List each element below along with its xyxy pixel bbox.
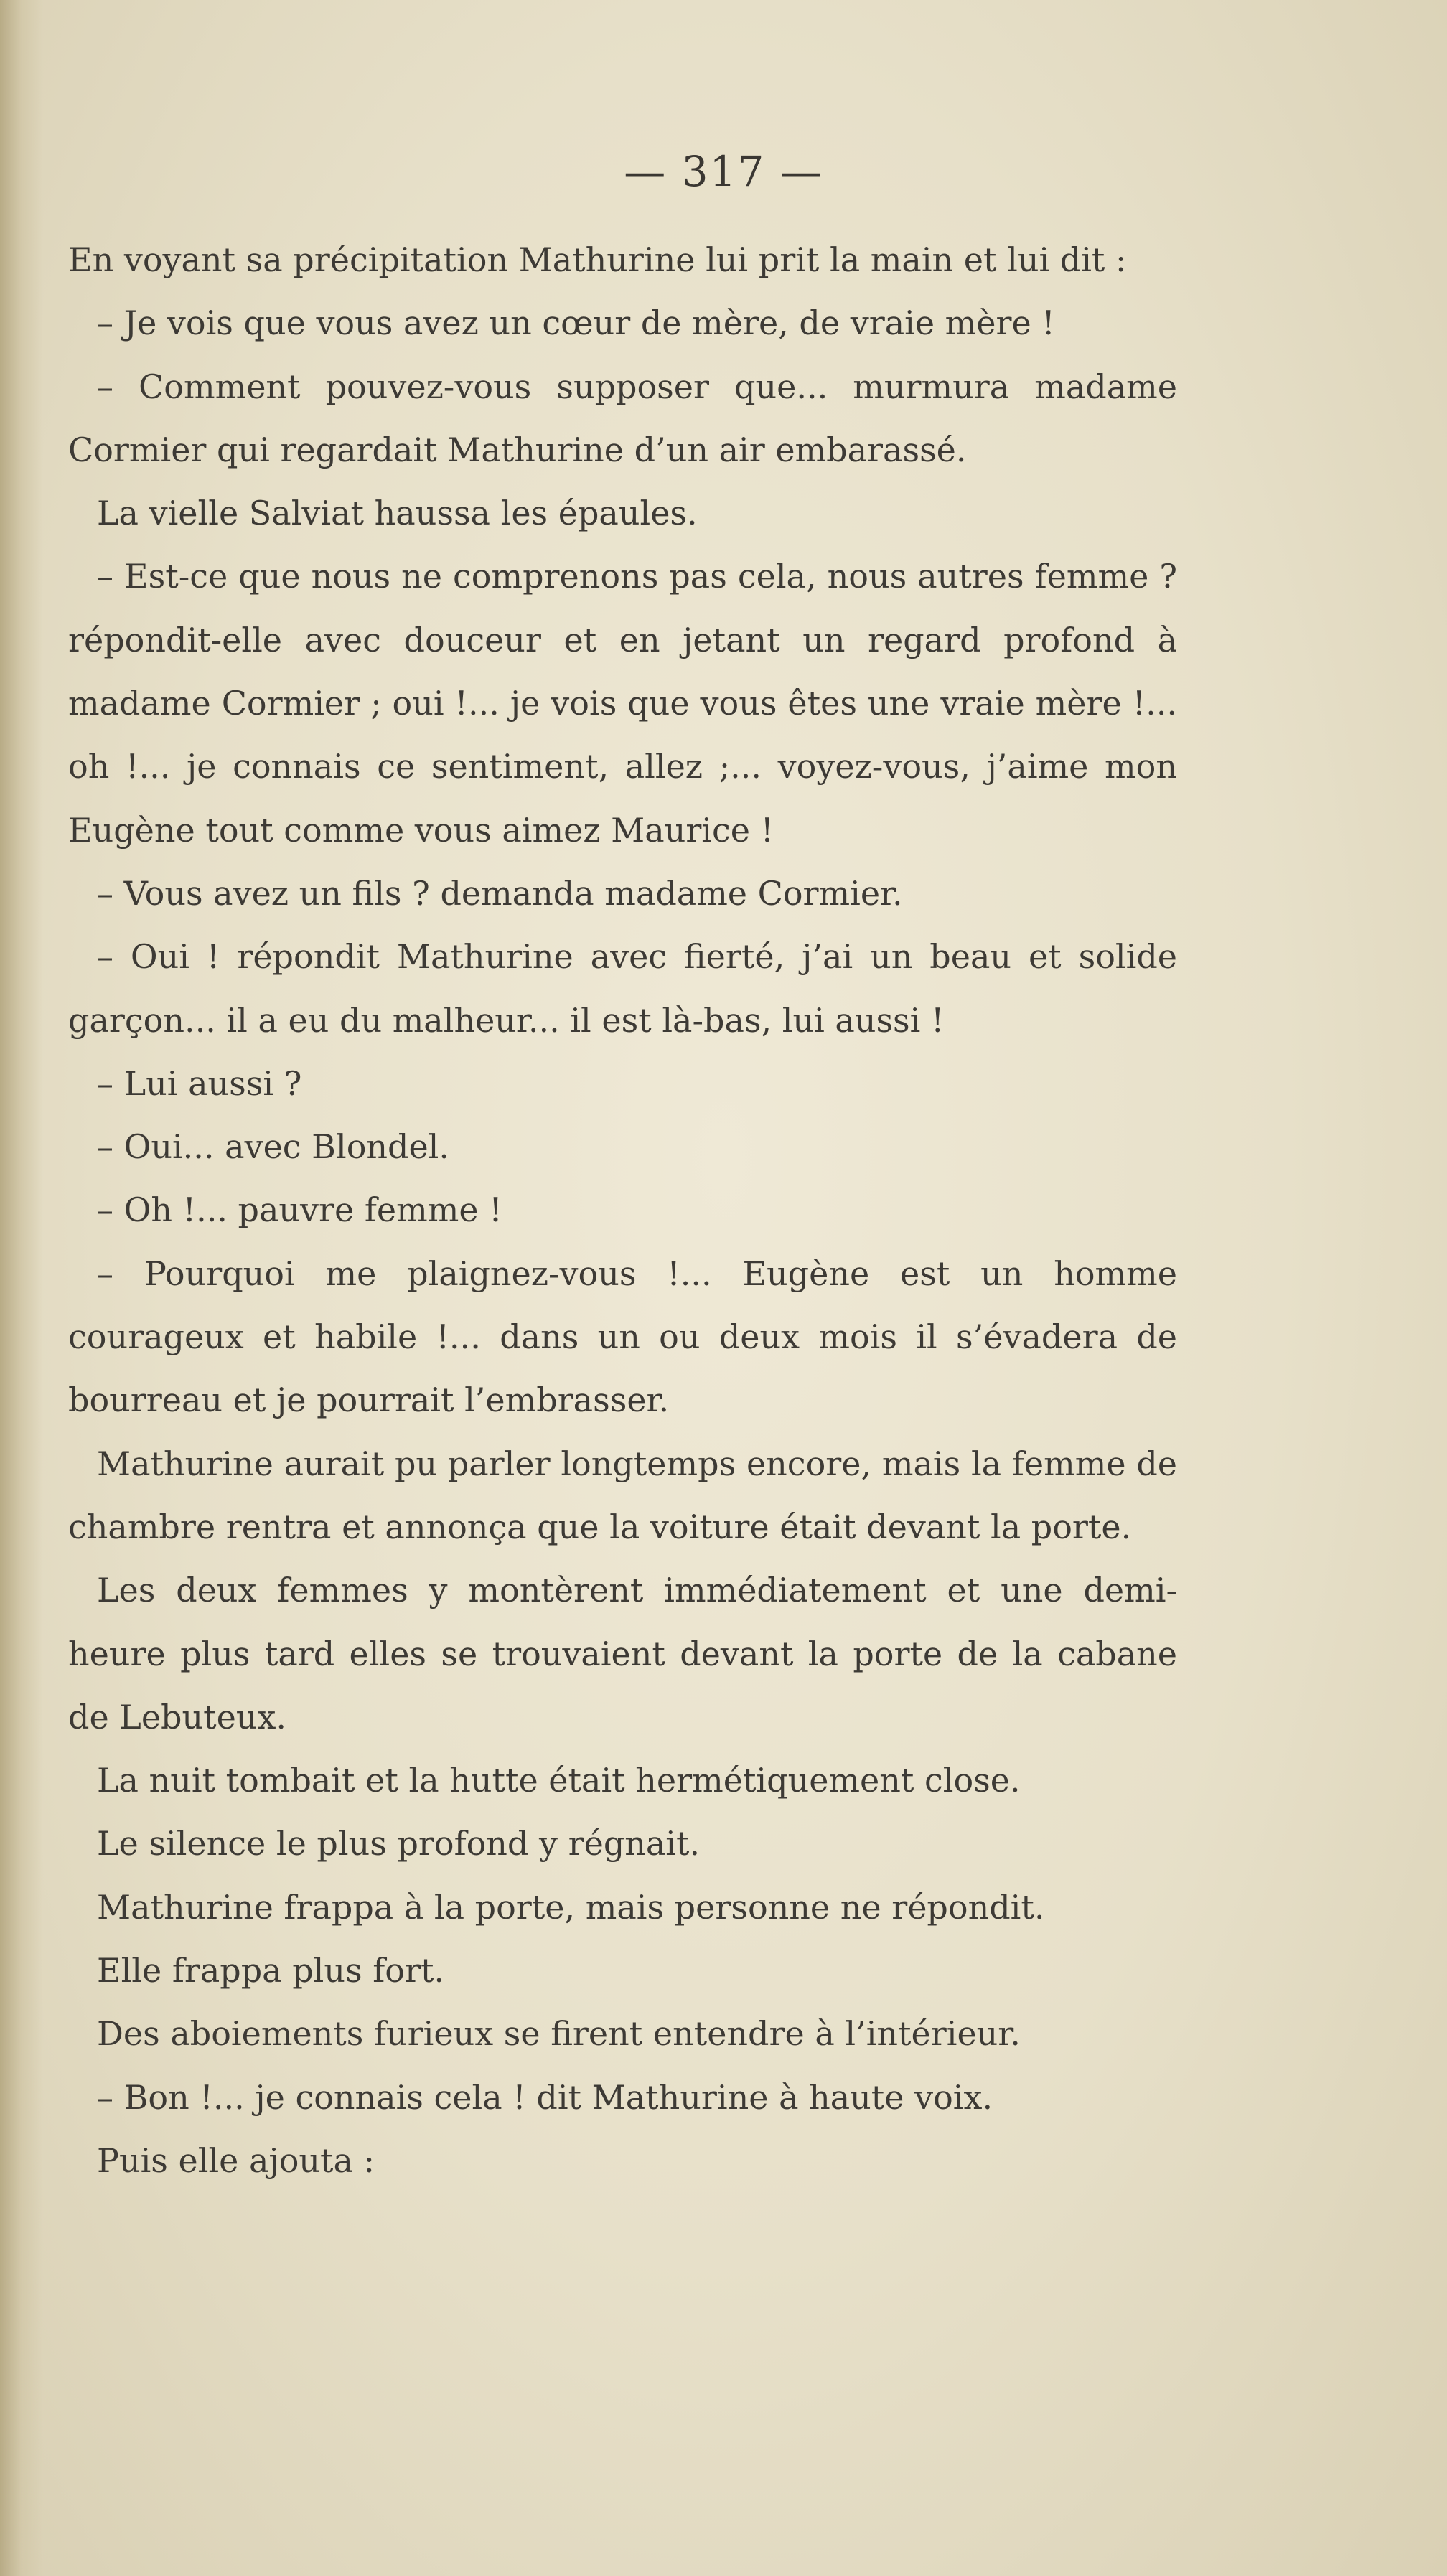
paragraph: En voyant sa précipitation Mathurine lui prit la main et lui dit : (68, 240, 1127, 279)
paragraph: – Est-ce que nous ne comprenons pas cela, nous autres femme ? répondit-elle avec douceur et en jetant un regard profond à madame Cormier ; oui !... je vois que vous êtes une vraie mère !... oh !... je connais ce sentiment, allez ;... voyez-vous, j’aime mon Eugène tout comme vous aimez Maurice ! (68, 557, 1177, 850)
paragraph: La nuit tombait et la hutte était hermétiquement close. (97, 1761, 1021, 1800)
page-text (68, 228, 1177, 2192)
paragraph: Le silence le plus profond y régnait. (97, 1824, 701, 1863)
paragraph: Les deux femmes y montèrent immédiatement et une demi-heure plus tard elles se trouvaient devant la porte de la cabane de Lebuteux. (68, 1571, 1177, 1736)
paragraph: – Lui aussi ? (97, 1063, 302, 1103)
paragraph: – Comment pouvez-vous supposer que... murmura madame Cormier qui regardait Mathurine d’un air embarassé. (68, 367, 1177, 469)
paragraph: La vielle Salviat haussa les épaules. (97, 494, 698, 533)
paragraph: – Je vois que vous avez un cœur de mère, de vraie mère ! (97, 304, 1055, 343)
paragraph: – Oui... avec Blondel. (97, 1127, 450, 1167)
paragraph: – Pourquoi me plaignez-vous !... Eugène est un homme courageux et habile !... dans un ou deux mois il s’évadera de bourreau et je pourrait l’embrasser. (68, 1254, 1177, 1420)
page-number: — 317 — (624, 147, 823, 196)
page-spine-shadow (0, 0, 43, 2576)
paragraph: Mathurine frappa à la porte, mais personne ne répondit. (97, 1887, 1045, 1927)
paragraph: – Bon !... je connais cela ! dit Mathurine à haute voix. (97, 2077, 993, 2117)
paragraph: Elle frappa plus fort. (97, 1951, 445, 1990)
paragraph: Mathurine aurait pu parler longtemps encore, mais la femme de chambre rentra et annonça que la voiture était devant la porte. (68, 1444, 1177, 1546)
paragraph: – Vous avez un fils ? demanda madame Cormier. (97, 873, 903, 913)
paragraph: Puis elle ajouta : (97, 2140, 375, 2180)
paragraph: – Oui ! répondit Mathurine avec fierté, j’ai un beau et solide garçon... il a eu du malheur... il est là-bas, lui aussi ! (68, 937, 1177, 1040)
paragraph: Des aboiements furieux se firent entendre à l’intérieur. (97, 2014, 1021, 2054)
paragraph: – Oh !... pauvre femme ! (97, 1190, 502, 1230)
